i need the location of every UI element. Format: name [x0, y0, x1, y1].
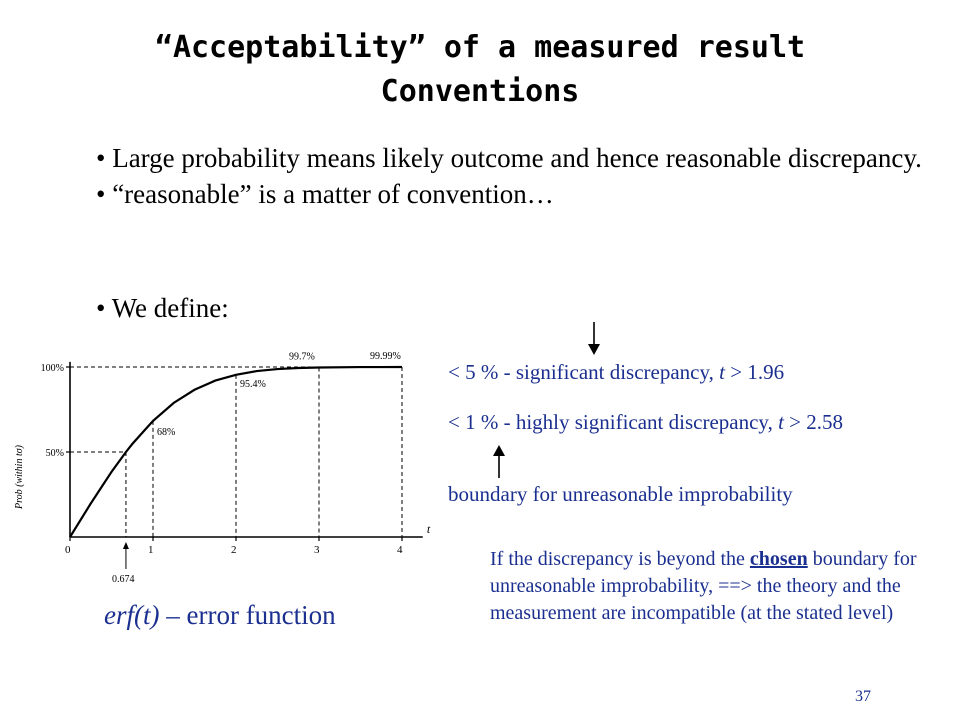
erf-caption: erf(t) – error function: [104, 600, 336, 630]
y-tick-label: 50%: [45, 448, 64, 459]
bullet-1: • Large probability means likely outcome and hence reasonable discrepancy.: [96, 143, 922, 173]
erf-function: erf(t): [104, 600, 160, 630]
condition-highly-significant: < 1 % - highly significant discrepancy, t > 2.58: [448, 410, 844, 434]
down-arrow-icon: [583, 322, 605, 356]
bullet-2: • “reasonable” is a matter of convention…: [96, 179, 554, 209]
chart-labels: [112, 351, 401, 585]
x-tick-label: 2: [231, 544, 237, 556]
y-tick-label: 100%: [40, 363, 64, 374]
annotation-label: 68%: [157, 426, 176, 438]
boundary-label: boundary for unreasonable improbability: [448, 482, 793, 506]
annotation-label: 0.674: [111, 574, 135, 585]
slide-subtitle: Conventions: [380, 74, 580, 109]
chart-guides: [70, 367, 402, 537]
annotation-arrowhead: [123, 542, 129, 549]
y-axis-label: Prob (within tσ): [14, 444, 25, 510]
slide-title: [0, 26, 960, 70]
bullet-list: [96, 140, 926, 212]
chosen-emphasis: chosen: [749, 548, 808, 570]
erf-chart: [0, 330, 440, 590]
open-quote: “: [154, 30, 173, 65]
page-number: 37: [855, 688, 871, 705]
compatibility-note: If the discrepancy is beyond the chosen boundary for unreasonable improbability, ==> the theory and the measurement are incompatible (at the stated level): [490, 548, 917, 624]
title-rest: of a measured result: [425, 30, 806, 65]
close-quote: ”: [407, 30, 426, 65]
x-tick-label: 4: [397, 544, 403, 556]
bullet-3: • We define:: [96, 293, 229, 323]
x-tick-label: 1: [148, 544, 154, 556]
x-tick-label: 0: [65, 544, 71, 556]
x-tick-label: 3: [314, 544, 320, 556]
annotation-label: 95.4%: [240, 378, 266, 390]
annotation-label: 99.99%: [370, 351, 401, 363]
condition-significant: < 5 % - significant discrepancy, t > 1.96: [448, 360, 785, 384]
annotation-label: 99.7%: [289, 351, 315, 363]
up-arrow-icon: [488, 444, 510, 478]
title-keyword: Acceptability: [172, 30, 408, 65]
x-axis-label: t: [426, 522, 431, 536]
